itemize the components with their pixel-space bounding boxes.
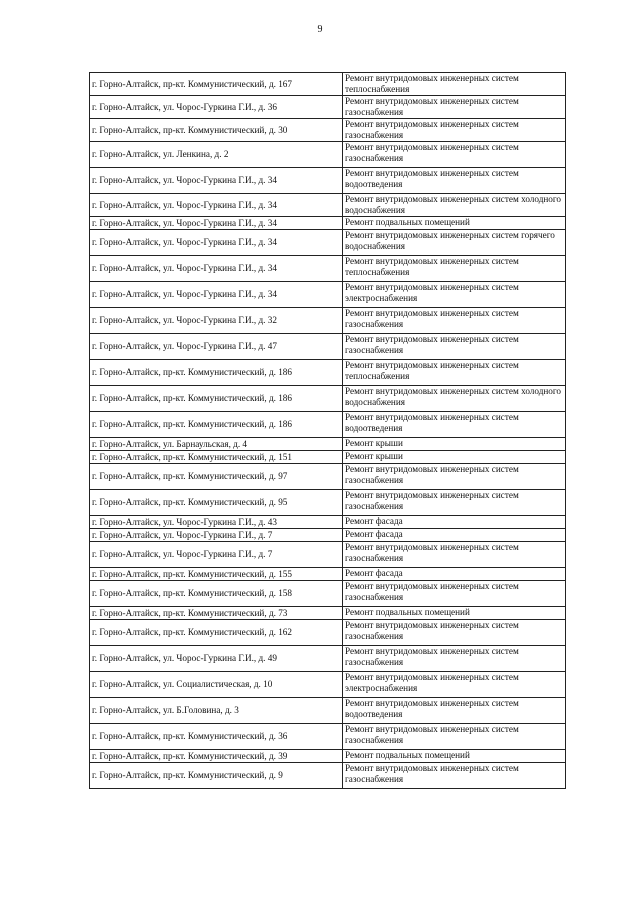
work-type-cell: Ремонт внутридомовых инженерных систем водоотведения <box>343 698 566 724</box>
work-type-cell: Ремонт внутридомовых инженерных систем газоснабжения <box>343 119 566 142</box>
address-cell: г. Горно-Алтайск, пр-кт. Коммунистический, д. 39 <box>90 750 343 763</box>
address-cell: г. Горно-Алтайск, ул. Социалистическая, д. 10 <box>90 672 343 698</box>
work-type-cell: Ремонт крыши <box>343 451 566 464</box>
address-cell: г. Горно-Алтайск, пр-кт. Коммунистический, д. 151 <box>90 451 343 464</box>
address-cell: г. Горно-Алтайск, пр-кт. Коммунистический, д. 186 <box>90 412 343 438</box>
table-row <box>90 568 566 581</box>
work-type-cell: Ремонт внутридомовых инженерных систем газоснабжения <box>343 142 566 168</box>
table-row <box>90 490 566 516</box>
work-type-cell: Ремонт внутридомовых инженерных систем холодного водоснабжения <box>343 194 566 217</box>
address-cell: г. Горно-Алтайск, пр-кт. Коммунистический, д. 158 <box>90 581 343 607</box>
work-type-cell: Ремонт внутридомовых инженерных систем газоснабжения <box>343 334 566 360</box>
address-cell: г. Горно-Алтайск, ул. Чорос-Гуркина Г.И., д. 34 <box>90 256 343 282</box>
work-type-cell: Ремонт внутридомовых инженерных систем газоснабжения <box>343 620 566 646</box>
table-row <box>90 672 566 698</box>
work-type-cell: Ремонт внутридомовых инженерных систем горячего водоснабжения <box>343 230 566 256</box>
work-type-cell: Ремонт внутридомовых инженерных систем холодного водоснабжения <box>343 386 566 412</box>
work-type-cell: Ремонт внутридомовых инженерных систем газоснабжения <box>343 542 566 568</box>
address-cell: г. Горно-Алтайск, пр-кт. Коммунистический, д. 97 <box>90 464 343 490</box>
address-cell: г. Горно-Алтайск, ул. Чорос-Гуркина Г.И., д. 7 <box>90 529 343 542</box>
address-cell: г. Горно-Алтайск, пр-кт. Коммунистический, д. 167 <box>90 73 343 96</box>
work-type-cell: Ремонт внутридомовых инженерных систем газоснабжения <box>343 490 566 516</box>
address-cell: г. Горно-Алтайск, пр-кт. Коммунистический, д. 155 <box>90 568 343 581</box>
address-cell: г. Горно-Алтайск, ул. Чорос-Гуркина Г.И., д. 34 <box>90 282 343 308</box>
table-row <box>90 96 566 119</box>
address-cell: г. Горно-Алтайск, ул. Чорос-Гуркина Г.И., д. 34 <box>90 230 343 256</box>
table-row <box>90 607 566 620</box>
address-cell: г. Горно-Алтайск, пр-кт. Коммунистический, д. 36 <box>90 724 343 750</box>
address-cell: г. Горно-Алтайск, ул. Чорос-Гуркина Г.И., д. 34 <box>90 217 343 230</box>
page-number: 9 <box>317 24 323 35</box>
table-row <box>90 529 566 542</box>
table-row <box>90 646 566 672</box>
table-row <box>90 451 566 464</box>
table-row <box>90 142 566 168</box>
work-type-cell: Ремонт внутридомовых инженерных систем теплоснабжения <box>343 73 566 96</box>
table-row <box>90 194 566 217</box>
work-type-cell: Ремонт внутридомовых инженерных систем газоснабжения <box>343 581 566 607</box>
table-row <box>90 438 566 451</box>
address-cell: г. Горно-Алтайск, ул. Чорос-Гуркина Г.И., д. 47 <box>90 334 343 360</box>
table-row <box>90 698 566 724</box>
work-type-cell: Ремонт фасада <box>343 568 566 581</box>
address-cell: г. Горно-Алтайск, пр-кт. Коммунистический, д. 9 <box>90 763 343 789</box>
table-row <box>90 334 566 360</box>
address-cell: г. Горно-Алтайск, ул. Чорос-Гуркина Г.И., д. 34 <box>90 168 343 194</box>
address-cell: г. Горно-Алтайск, ул. Чорос-Гуркина Г.И., д. 34 <box>90 194 343 217</box>
work-type-cell: Ремонт внутридомовых инженерных систем водоотведения <box>343 168 566 194</box>
work-type-cell: Ремонт внутридомовых инженерных систем электроснабжения <box>343 672 566 698</box>
address-cell: г. Горно-Алтайск, пр-кт. Коммунистический, д. 30 <box>90 119 343 142</box>
table-row <box>90 516 566 529</box>
table-row <box>90 256 566 282</box>
table-row <box>90 724 566 750</box>
table-row <box>90 168 566 194</box>
work-type-cell: Ремонт фасада <box>343 529 566 542</box>
work-type-cell: Ремонт внутридомовых инженерных систем водоотведения <box>343 412 566 438</box>
work-type-cell: Ремонт крыши <box>343 438 566 451</box>
table-row <box>90 620 566 646</box>
work-type-cell: Ремонт внутридомовых инженерных систем газоснабжения <box>343 763 566 789</box>
table-row <box>90 360 566 386</box>
work-type-cell: Ремонт внутридомовых инженерных систем газоснабжения <box>343 464 566 490</box>
address-cell: г. Горно-Алтайск, ул. Чорос-Гуркина Г.И., д. 43 <box>90 516 343 529</box>
table-row <box>90 386 566 412</box>
address-cell: г. Горно-Алтайск, пр-кт. Коммунистический, д. 95 <box>90 490 343 516</box>
table-row <box>90 119 566 142</box>
address-cell: г. Горно-Алтайск, ул. Чорос-Гуркина Г.И., д. 36 <box>90 96 343 119</box>
work-type-cell: Ремонт подвальных помещений <box>343 750 566 763</box>
table-row <box>90 581 566 607</box>
address-cell: г. Горно-Алтайск, ул. Чорос-Гуркина Г.И., д. 7 <box>90 542 343 568</box>
address-cell: г. Горно-Алтайск, ул. Барнаульская, д. 4 <box>90 438 343 451</box>
work-type-cell: Ремонт внутридомовых инженерных систем газоснабжения <box>343 646 566 672</box>
table-row <box>90 217 566 230</box>
work-type-cell: Ремонт подвальных помещений <box>343 217 566 230</box>
work-type-cell: Ремонт внутридомовых инженерных систем газоснабжения <box>343 308 566 334</box>
address-cell: г. Горно-Алтайск, ул. Чорос-Гуркина Г.И., д. 49 <box>90 646 343 672</box>
table-row <box>90 750 566 763</box>
address-cell: г. Горно-Алтайск, пр-кт. Коммунистический, д. 73 <box>90 607 343 620</box>
work-type-cell: Ремонт внутридомовых инженерных систем электроснабжения <box>343 282 566 308</box>
address-cell: г. Горно-Алтайск, пр-кт. Коммунистический, д. 186 <box>90 360 343 386</box>
table-row <box>90 230 566 256</box>
table-row <box>90 73 566 96</box>
work-type-cell: Ремонт внутридомовых инженерных систем газоснабжения <box>343 96 566 119</box>
table-row <box>90 412 566 438</box>
work-type-cell: Ремонт подвальных помещений <box>343 607 566 620</box>
repair-registry-table <box>89 72 566 789</box>
address-cell: г. Горно-Алтайск, пр-кт. Коммунистический, д. 186 <box>90 386 343 412</box>
table-row <box>90 763 566 789</box>
address-cell: г. Горно-Алтайск, пр-кт. Коммунистический, д. 162 <box>90 620 343 646</box>
table-row <box>90 308 566 334</box>
address-cell: г. Горно-Алтайск, ул. Ленкина, д. 2 <box>90 142 343 168</box>
work-type-cell: Ремонт внутридомовых инженерных систем теплоснабжения <box>343 256 566 282</box>
table-row <box>90 542 566 568</box>
address-cell: г. Горно-Алтайск, ул. Чорос-Гуркина Г.И., д. 32 <box>90 308 343 334</box>
work-type-cell: Ремонт фасада <box>343 516 566 529</box>
work-type-cell: Ремонт внутридомовых инженерных систем газоснабжения <box>343 724 566 750</box>
table-row <box>90 282 566 308</box>
address-cell: г. Горно-Алтайск, ул. Б.Головина, д. 3 <box>90 698 343 724</box>
table-row <box>90 464 566 490</box>
registry-body <box>90 73 566 789</box>
work-type-cell: Ремонт внутридомовых инженерных систем теплоснабжения <box>343 360 566 386</box>
